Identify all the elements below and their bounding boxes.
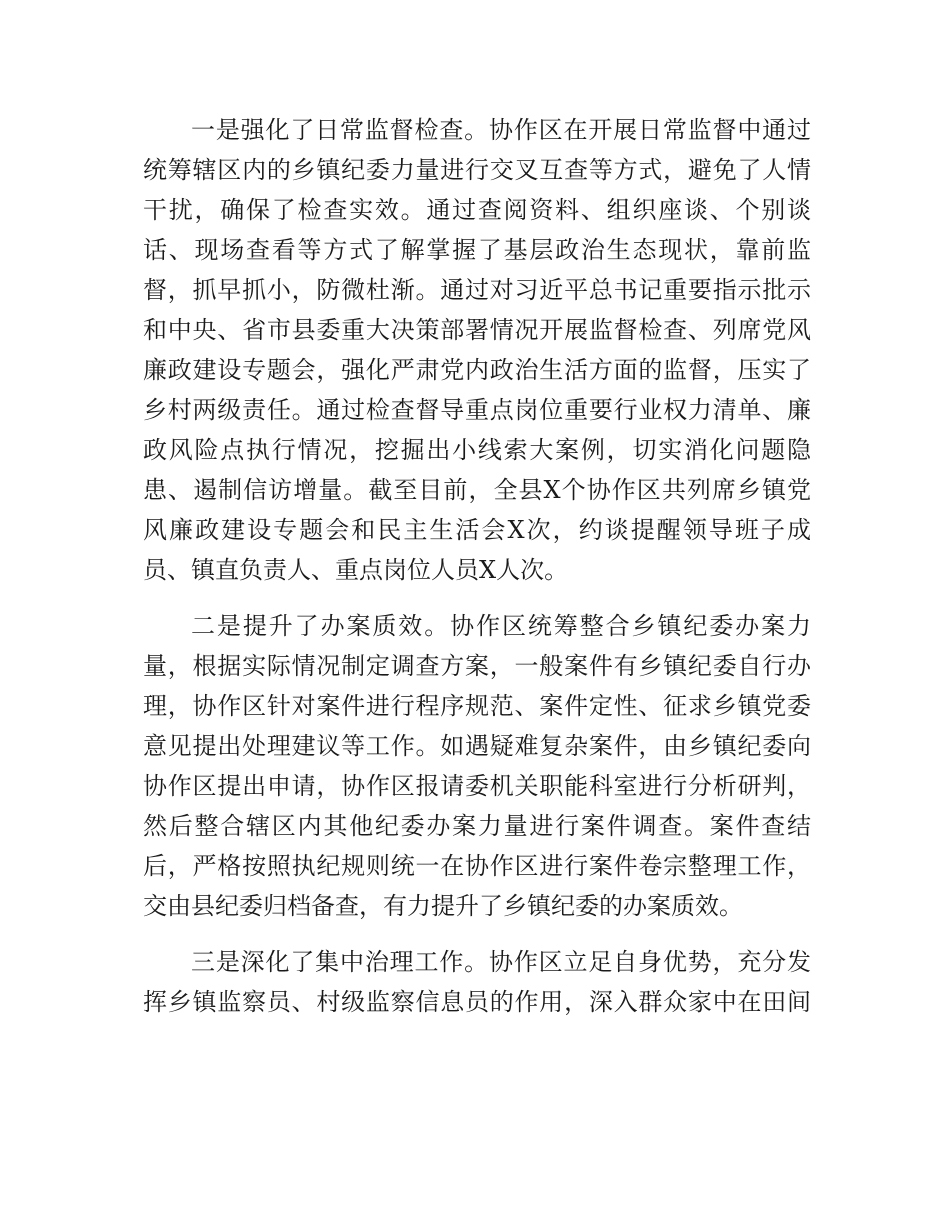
paragraph-case-quality [143, 606, 811, 926]
text-line: 统筹辖区内的乡镇纪委力量进行交叉互查等方式，避免了人情 [143, 156, 811, 184]
text-line: 乡村两级责任。通过检查督导重点岗位重要行业权力清单、廉 [143, 396, 811, 424]
text-line: 和中央、省市县委重大决策部署情况开展监督检查、列席党风 [143, 316, 811, 344]
text-line: 二是提升了办案质效。协作区统筹整合乡镇纪委办案力 [191, 612, 811, 640]
text-line: 三是深化了集中治理工作。协作区立足自身优势，充分发 [191, 948, 811, 976]
text-line: 意见提出处理建议等工作。如遇疑难复杂案件，由乡镇纪委向 [143, 732, 811, 760]
text-line: 挥乡镇监察员、村级监察信息员的作用，深入群众家中在田间 [143, 988, 811, 1016]
text-line: 交由县纪委归档备查，有力提升了乡镇纪委的办案质效。 [143, 892, 743, 920]
text-line: 廉政建设专题会，强化严肃党内政治生活方面的监督，压实了 [143, 356, 811, 384]
text-line: 话、现场查看等方式了解掌握了基层政治生态现状，靠前监 [143, 236, 811, 264]
text-line: 患、遏制信访增量。截至目前，全县X个协作区共列席乡镇党 [143, 476, 811, 504]
text-line: 干扰，确保了检查实效。通过查阅资料、组织座谈、个别谈 [143, 196, 811, 224]
text-line: 风廉政建设专题会和民主生活会X次，约谈提醒领导班子成 [143, 516, 811, 544]
text-line: 后，严格按照执纪规则统一在协作区进行案件卷宗整理工作， [143, 852, 811, 880]
paragraph-spacing [143, 590, 811, 606]
text-line: 督，抓早抓小，防微杜渐。通过对习近平总书记重要指示批示 [143, 276, 811, 304]
text-line: 一是强化了日常监督检查。协作区在开展日常监督中通过 [191, 116, 811, 144]
paragraph-centralized-governance [143, 942, 811, 1022]
text-line: 政风险点执行情况，挖掘出小线索大案例，切实消化问题隐 [143, 436, 811, 464]
text-line: 员、镇直负责人、重点岗位人员X人次。 [143, 556, 569, 584]
text-line: 然后整合辖区内其他纪委办案力量进行案件调查。案件查结 [143, 812, 811, 840]
text-line: 量，根据实际情况制定调查方案，一般案件有乡镇纪委自行办 [143, 652, 811, 680]
paragraph-spacing [143, 926, 811, 942]
text-line: 理，协作区针对案件进行程序规范、案件定性、征求乡镇党委 [143, 692, 811, 720]
paragraph-daily-supervision [143, 110, 811, 590]
document-body [143, 110, 811, 1022]
text-line: 协作区提出申请，协作区报请委机关职能科室进行分析研判， [143, 772, 811, 800]
